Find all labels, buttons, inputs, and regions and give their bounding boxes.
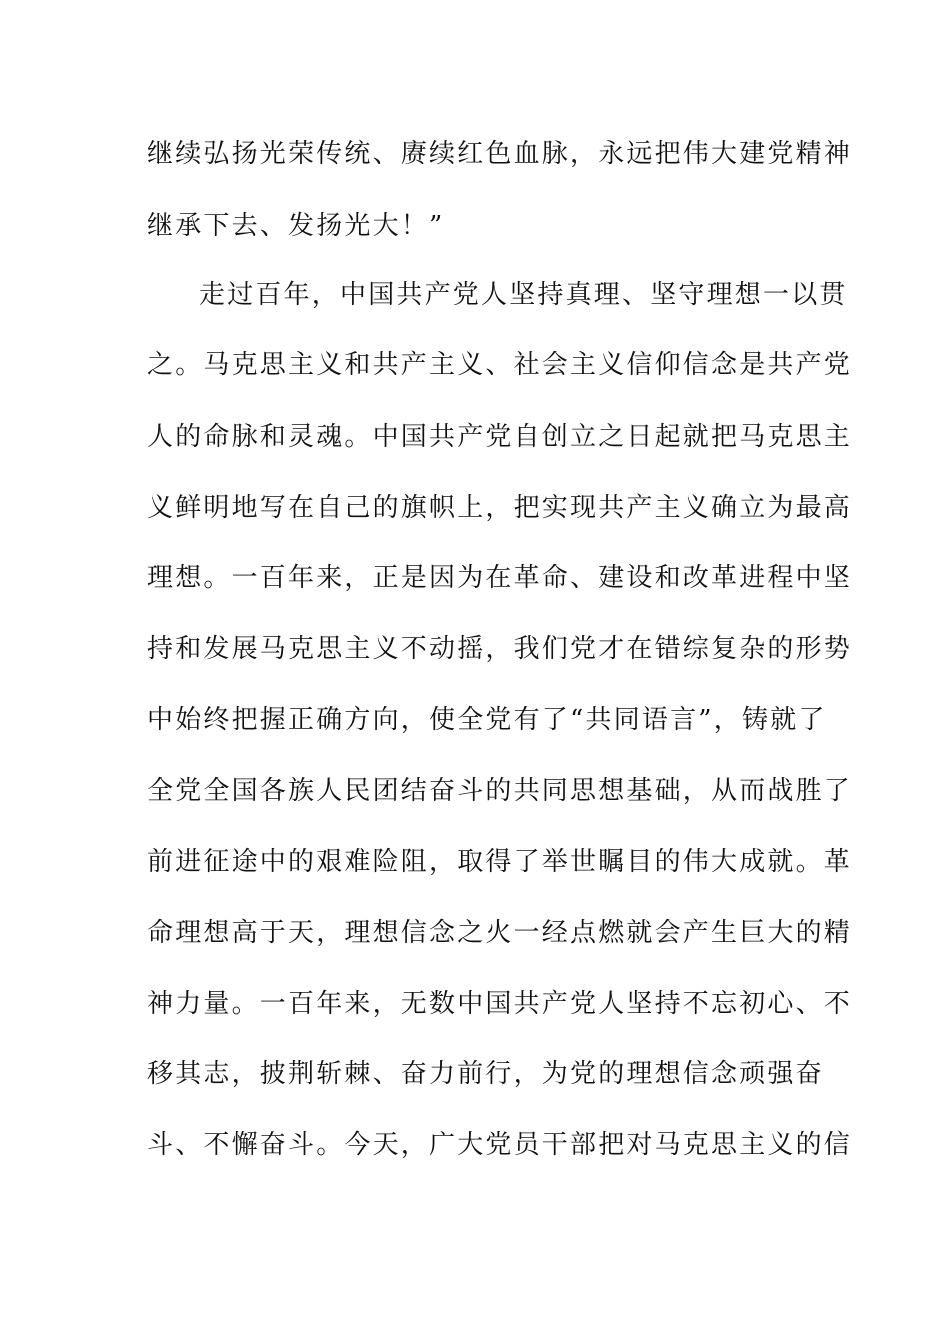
text-line: 义鲜明地写在自己的旗帜上，把实现共产主义确立为最高 (147, 493, 853, 523)
text-line: 前进征途中的艰难险阻，取得了举世瞩目的伟大成就。革 (147, 847, 853, 877)
text-line: 之。马克思主义和共产主义、社会主义信仰信念是共产党 (147, 350, 853, 380)
text-line: 全党全国各族人民团结奋斗的共同思想基础，从而战胜了 (147, 776, 853, 806)
text-line: 移其志，披荆斩棘、奋力前行，为党的理想信念顽强奋 (147, 1059, 824, 1089)
text-line: 理想。一百年来，正是因为在革命、建设和改革进程中坚 (147, 563, 853, 593)
text-line: 持和发展马克思主义不动摇，我们党才在错综复杂的形势 (147, 634, 853, 664)
text-line: 继承下去、发扬光大！” (147, 211, 445, 241)
text-line: 神力量。一百年来，无数中国共产党人坚持不忘初心、不 (147, 989, 853, 1019)
text-line: 命理想高于天，理想信念之火一经点燃就会产生巨大的精 (147, 918, 853, 948)
text-line: 中始终把握正确方向，使全党有了“共同语言”，铸就了 (147, 705, 827, 735)
text-line: 继续弘扬光荣传统、赓续红色血脉，永远把伟大建党精神 (147, 139, 853, 169)
paragraph-start-line: 走过百年，中国共产党人坚持真理、坚守理想一以贯 (199, 280, 848, 310)
text-line: 人的命脉和灵魂。中国共产党自创立之日起就把马克思主 (147, 422, 853, 452)
text-line: 斗、不懈奋斗。今天，广大党员干部把对马克思主义的信 (147, 1130, 853, 1160)
